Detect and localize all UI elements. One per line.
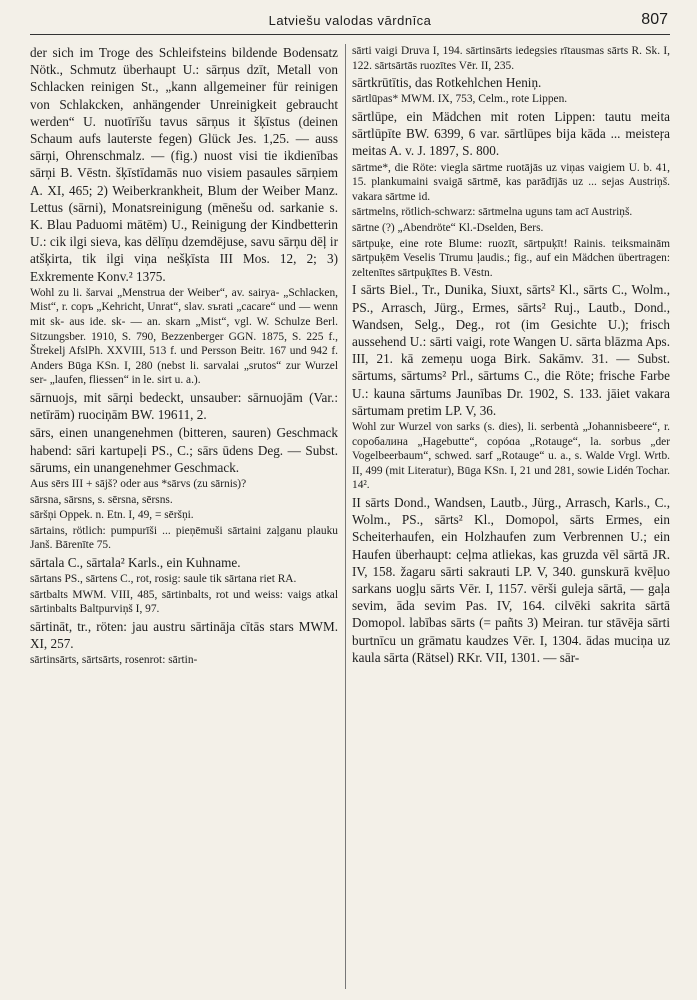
running-title: Latviešu valodas vārdnīca — [268, 13, 432, 28]
dictionary-entry: Aus sērs III + sājš? oder aus *sārvs (zu sārnis)? — [30, 478, 247, 491]
dictionary-entry: sārtala C., sārtala² Karls., ein Kuhname. — [30, 554, 241, 570]
dictionary-entry: sārtme*, die Röte: viegla sārtme ruotājās uz viņas vaigiem U. b. 41, 15. plankumaini svaigā sārtmē, kas parādījās uz ... sejas Austriņš. vakara sārtme id. — [352, 161, 670, 203]
dictionary-entry: sārti vaigi Druva I, 194. sārtinsārts iedegsies rītausmas sārts R. Sk. I, 122. sārtsārtās ruozītes Vēr. II, 235. — [352, 45, 670, 72]
dictionary-entry: sārtlūpe, ein Mädchen mit roten Lippen: tautu meita sārtlūpīte BW. 6399, 6 var. sārtlūpes bija kāda ... meisteŗa meitas A. v. J. 1897, S. 800. — [352, 108, 670, 159]
dictionary-entry: sārtans PS., sārtens C., rot, rosig: saule tik sārtana riet RA. — [30, 573, 297, 586]
page-number: 807 — [641, 11, 668, 28]
dictionary-entry: Wohl zu li. šarvai „Menstrua der Weiber“, av. sairya- „Schlacken, Mist“, r. copъ „Kehricht, Unrat“, slav. sъrati „cacare“ und — wenn mit sk- aus ide. sk- — an. skarn „Mist“, vgl. W. Schulze Berl. Sitzungsber. 1910, S. 790, Bezzenberger GGN. 1875, S. 225 f., Štrekelj AfslPh. XXVIII, 513 f. und Persson Beitr. 167 und 942 f. Anders Būga KSn. I, 280 (nebst li. sarvalai „srutos“ zur Wurzel ser- „laufen, fliessen“ in le. sirt u. a.). — [30, 286, 338, 387]
column-divider — [345, 44, 346, 989]
dictionary-entry: sārtains, rötlich: pumpurīši ... pieņēmuši sārtaini zaļganu plauku Janš. Bārenīte 75. — [30, 524, 338, 552]
dictionary-entry: sāršņi Oppek. n. Etn. I, 49, = sēršņi. — [30, 509, 194, 522]
dictionary-entry: sārtmelns, rötlich-schwarz: sārtmelna uguns tam acī Austriņš. — [352, 206, 633, 219]
right-column — [352, 44, 670, 989]
dictionary-entry: sārtbalts MWM. VIII, 485, sārtinbalts, rot und weiss: vaigs atkal sārtinbalts Baltpurviņš I, 97. — [30, 588, 338, 616]
dictionary-entry: sārtināt, tr., röten: jau austru sārtināja cītās stars MWM. XI, 257. — [30, 618, 338, 652]
dictionary-entry: sārtne (?) „Abendröte“ Kl.-Dselden, Bers. — [352, 221, 544, 234]
dictionary-entry: sārsna, sārsns, s. sērsna, sērsns. — [30, 493, 173, 506]
dictionary-entry: sārtlūpas* MWM. IX, 753, Celm., rote Lippen. — [352, 93, 568, 106]
dictionary-entry: sārtkrūtītis, das Rotkehlchen Heniņ. — [352, 75, 542, 91]
dictionary-entry: II sārts Dond., Wandsen, Lautb., Jürg., Arrasch, Karls., C., Wolm., PS., sārts² Kl., Domopol, sārts Ermes, ein Scheiterhaufen, ein Holzhaufen zum Verbrennen U.; ein Haufen überhaupt: ceļma atliekas, kas gruzda vēl sārtā JR. IV, 158. žagaru sārti sakrauti LP. V, 340. gunskurā kvēļuo sarkans uogļu sārts Vēr. I, 1157. vērši guleja sārtā, — gaļa sevim, āda sevim Pas. IV, 164. cilvēki sakrita sārtā Domopol. labības sārts (= pañts 3) Meiran. tur stāvēja sārti burtnīcu un grāmatu kaudzes Vēr. I, 1304. ādas muciņa uz kaula sārta (Rätsel) RKr. VII, 1301. — sār- — [352, 494, 670, 665]
dictionary-entry: sārnuojs, mit sārņi bedeckt, unsauber: sārnuojām (Var.: netīrām) ruociņām BW. 19611, 2. — [30, 390, 338, 423]
dictionary-entry: der sich im Troge des Schleifsteins bildende Bodensatz Nötk., Schmutz überhaupt U.: sārņus dzīt, Metall von Schlacken reinigen St., „kann allgemeiner für reinigen von Schlakcken, anhängender Unreinigkeit gebraucht werden“ U. nuotīrīšu tavus sārņus it šķīstus (deinen Schaum aufs lauterste fegen) Glück Jes. 1,25. — auss sārņi, Ohrenschmalz. — (fig.) nuost visi tie ikdienības sārņi B. Vēstn. šķīstīdamās nuo visiem pasaules sārņiem A. XI, 465; 2) Weiberkrankheit, Blum der Weiber Manz. Lettus (sārni), Monatsreinigung (mēnešu od. sarkanie s. K. Blau Paduomi mātēm) U., Reinigung der Kindbetterin U.: cik ilgi sieva, kas dēlīņu dzemdējuse, savu sārņu dēļ ir atšķirta, tik ilgi viņa nešķīsta III Mos. 12, 2; 3) Exkremente Konv.² 1375. — [30, 45, 338, 284]
page-header — [30, 10, 670, 35]
dictionary-entry: I sārts Biel., Tr., Dunika, Siuxt, sārts² Kl., sārts C., Wolm., PS., Arrasch, Jürg., Ermes, sārts² Ruj., Lautb., Dond., Wandsen, Selg., Deg., rot (im Gesichte U.); frisch aussehend U.: sārti vaigi, rote Wangen U. sārta blāzma Aps. III, 21. kā zemeņu uoga Birk. Sakāmv. 31. — Subst. sārtums, sārtums² Prl., sārtums C., die Röte; frische Farbe U.: kauna sārtums Jaunības Dr. 1902, S. 133. jāiet vakara sārtumam pretim LP. V, 36. — [352, 282, 670, 418]
dictionary-entry: sārtpuķe, eine rote Blume: ruozīt, sārtpuķīt! Rainis. teiksmainām sārtpuķēm Veselis Tīrumu ļaudis.; fig., auf ein Mädchen übertragen: zeltenītes sārtpuķītes B. Vēstn. — [352, 237, 670, 279]
left-column — [30, 44, 338, 989]
dictionary-entry: Wohl zur Wurzel von sarks (s. dies), li. serbentà „Johannisbeere“, r. copoбaлина „Hagebutte“, copóɑa „Rotauge“, la. sorbus „der Vogelbeerbaum“, schwed. sarf „Rotauge“ u. a., s. Walde Vrgl. Wrtb. II, 499 (mit Literatur), Būga KSn. I, 21 und 281, sowie Lidén Tochar. 14². — [352, 420, 670, 492]
dictionary-entry: sārs, einen unangenehmen (bitteren, sauren) Geschmack habend: sāri kartupeļi PS., C.; sārs ūdens Deg. — Subst. sārums, ein unangenehmer Geschmack. — [30, 425, 338, 475]
dictionary-entry: sārtinsārts, sārtsārts, rosenrot: sārtin- — [30, 654, 198, 667]
